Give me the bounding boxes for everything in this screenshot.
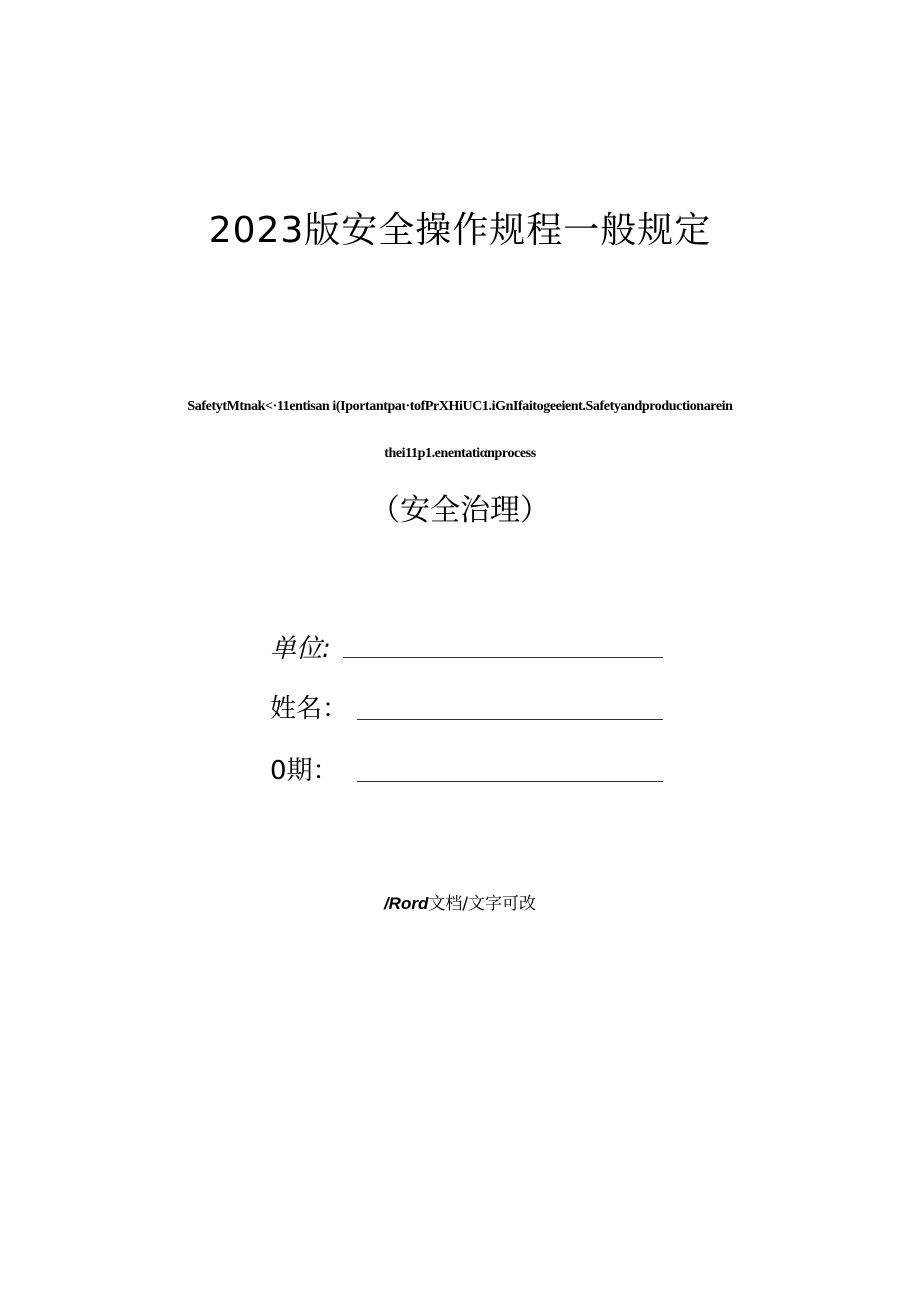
field-name — [270, 686, 348, 726]
footer-note — [0, 892, 920, 916]
field-unit-input-line[interactable] — [343, 657, 663, 658]
document-title: 2023版安全操作规程一般规定 — [208, 210, 712, 251]
field-name-label: 姓名： — [270, 694, 349, 724]
field-date — [270, 748, 339, 788]
chinese-subtitle: （安全治理） — [370, 493, 550, 528]
field-name-input-line[interactable] — [357, 719, 663, 720]
english-subtitle-line-2: thei11p1.enentatiαnprocess — [384, 446, 536, 461]
footer-word-label: /Rord — [383, 894, 429, 913]
footer-editable-note: 文档/文字可改 — [428, 894, 537, 914]
field-date-label: 0期： — [270, 756, 339, 786]
english-subtitle-line-1: SafetytMtnak<·11entisan i(Iportantpaι·tofPrXHiUC1.iGnIfaitogeeient.Safetyandproductionarein — [187, 399, 733, 414]
field-unit-label: 单位: — [270, 634, 331, 664]
field-unit — [270, 626, 331, 666]
field-date-input-line[interactable] — [357, 781, 663, 782]
